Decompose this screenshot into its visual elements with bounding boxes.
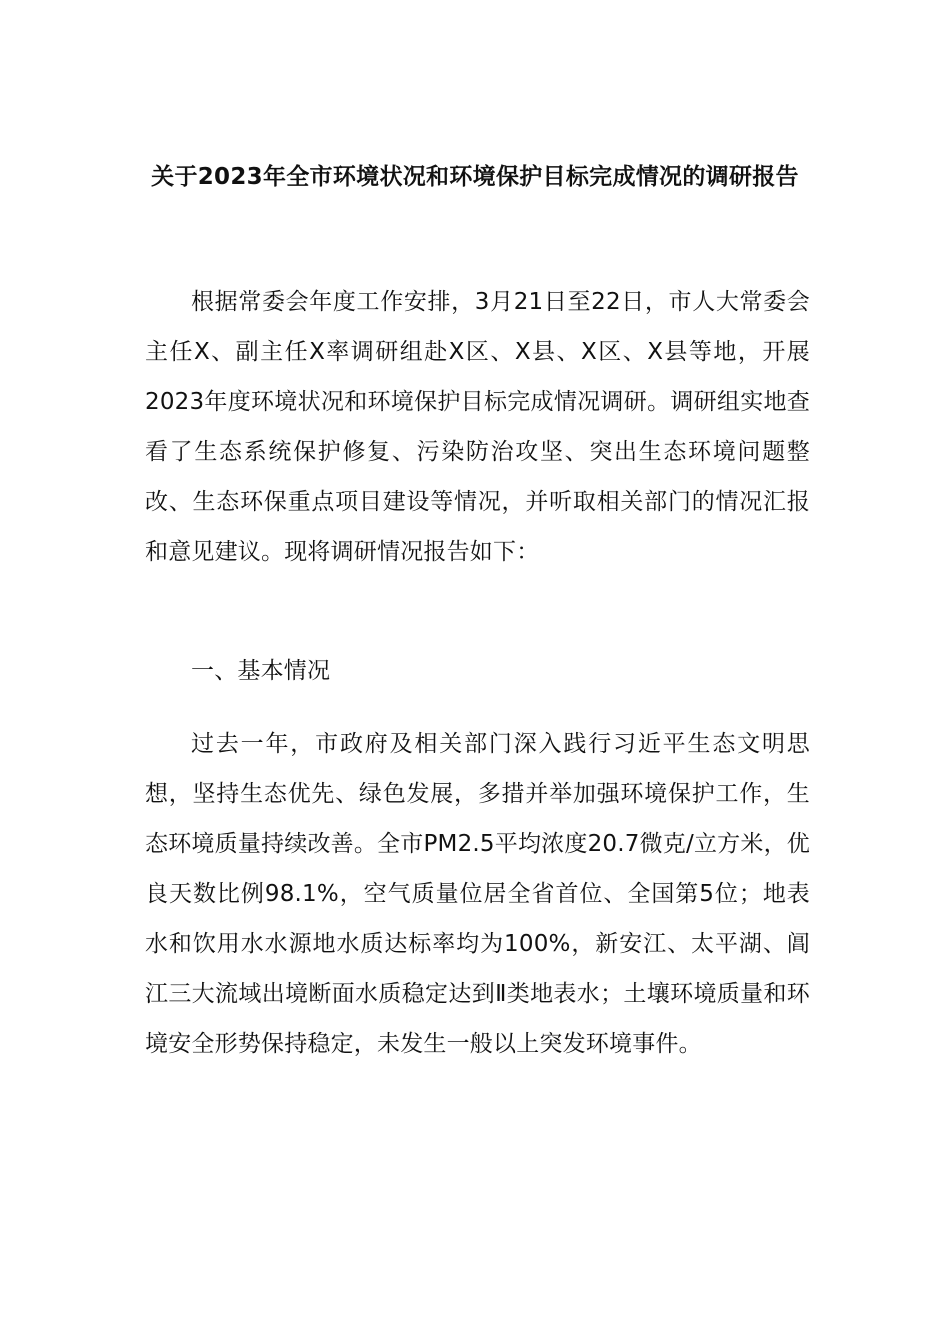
intro-paragraph: 根据常委会年度工作安排，3月21日至22日，市人大常委会主任X、副主任X率调研组赴X区、X县、X区、X县等地，开展2023年度环境状况和环境保护目标完成情况调研。调研组实地查看了生态系统保护修复、污染防治攻坚、突出生态环境问题整改、生态环保重点项目建设等情况，并听取相关部门的情况汇报和意见建议。现将调研情况报告如下： [145, 289, 810, 565]
section-heading: 一、基本情况 [191, 658, 331, 684]
document-title: 关于2023年全市环境状况和环境保护目标完成情况的调研报告 [151, 164, 799, 190]
basic-situation-paragraph: 过去一年，市政府及相关部门深入践行习近平生态文明思想，坚持生态优先、绿色发展，多措并举加强环境保护工作，生态环境质量持续改善。全市PM2.5平均浓度20.7微克/立方米，优良天数比例98.1%，空气质量位居全省首位、全国第5位；地表水和饮用水水源地水质达标率均为100%，新安江、太平湖、阊江三大流域出境断面水质稳定达到Ⅱ类地表水；土壤环境质量和环境安全形势保持稳定，未发生一般以上突发环境事件。 [145, 731, 810, 1057]
